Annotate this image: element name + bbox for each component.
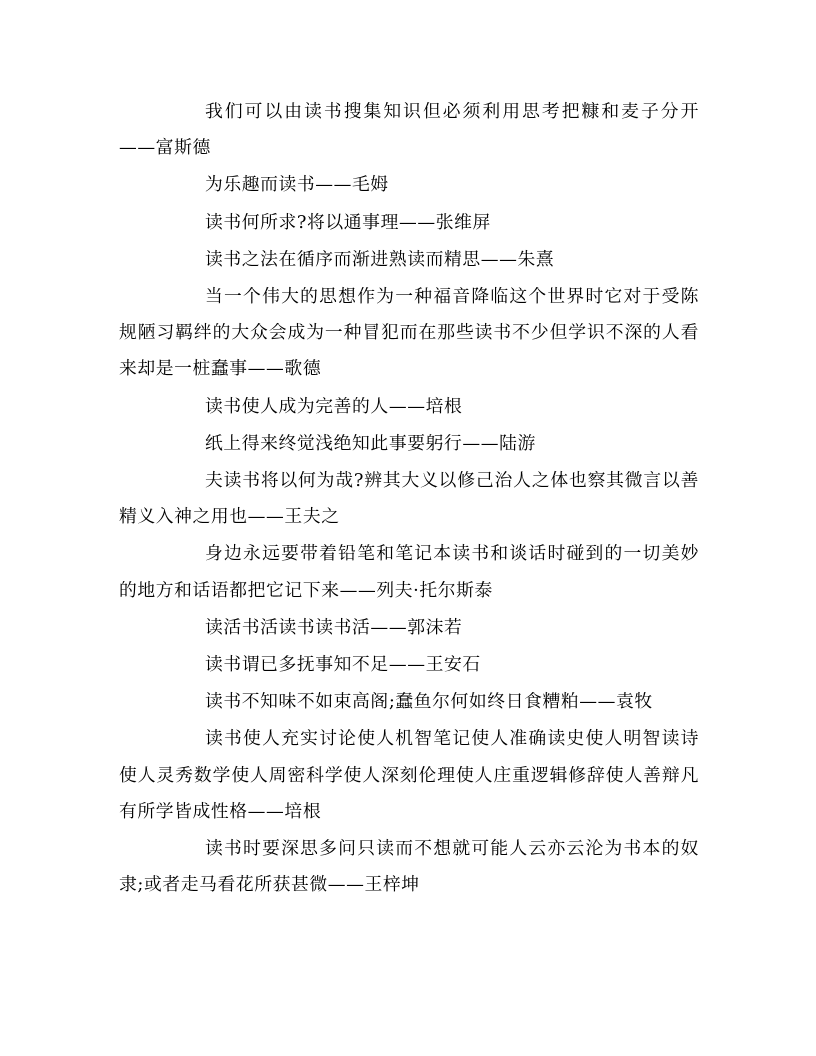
document-body bbox=[119, 94, 699, 904]
paragraph: 我们可以由读书搜集知识但必须利用思考把糠和麦子分开——富斯德 bbox=[119, 101, 699, 159]
paragraph: 当一个伟大的思想作为一种福音降临这个世界时它对于受陈规陋习羁绊的大众会成为一种冒犯而在那些读书不少但学识不深的人看来却是一桩蠢事——歌德 bbox=[119, 286, 699, 380]
paragraph: 纸上得来终觉浅绝知此事要躬行——陆游 bbox=[205, 432, 536, 454]
paragraph: 身边永远要带着铅笔和笔记本读书和谈话时碰到的一切美妙的地方和话语都把它记下来——列夫·托尔斯泰 bbox=[119, 543, 699, 601]
paragraph: 读书何所求?将以通事理——张维屏 bbox=[205, 211, 491, 233]
paragraph: 为乐趣而读书——毛姆 bbox=[205, 174, 389, 196]
paragraph: 读活书活读书读书活——郭沫若 bbox=[205, 616, 463, 638]
paragraph: 读书之法在循序而渐进熟读而精思——朱熹 bbox=[205, 248, 555, 270]
paragraph: 读书时要深思多问只读而不想就可能人云亦云沦为书本的奴隶;或者走马看花所获甚微——王梓坤 bbox=[119, 838, 699, 896]
paragraph: 读书不知味不如束高阁;蠢鱼尔何如终日食糟粕——袁牧 bbox=[205, 691, 653, 713]
paragraph: 夫读书将以何为哉?辨其大义以修己治人之体也察其微言以善精义入神之用也——王夫之 bbox=[119, 470, 699, 528]
paragraph: 读书使人充实讨论使人机智笔记使人准确读史使人明智读诗使人灵秀数学使人周密科学使人深刻伦理使人庄重逻辑修辞使人善辩凡有所学皆成性格——培根 bbox=[119, 728, 699, 822]
paragraph: 读书使人成为完善的人——培根 bbox=[205, 395, 463, 417]
paragraph: 读书谓已多抚事知不足——王安石 bbox=[205, 654, 481, 676]
